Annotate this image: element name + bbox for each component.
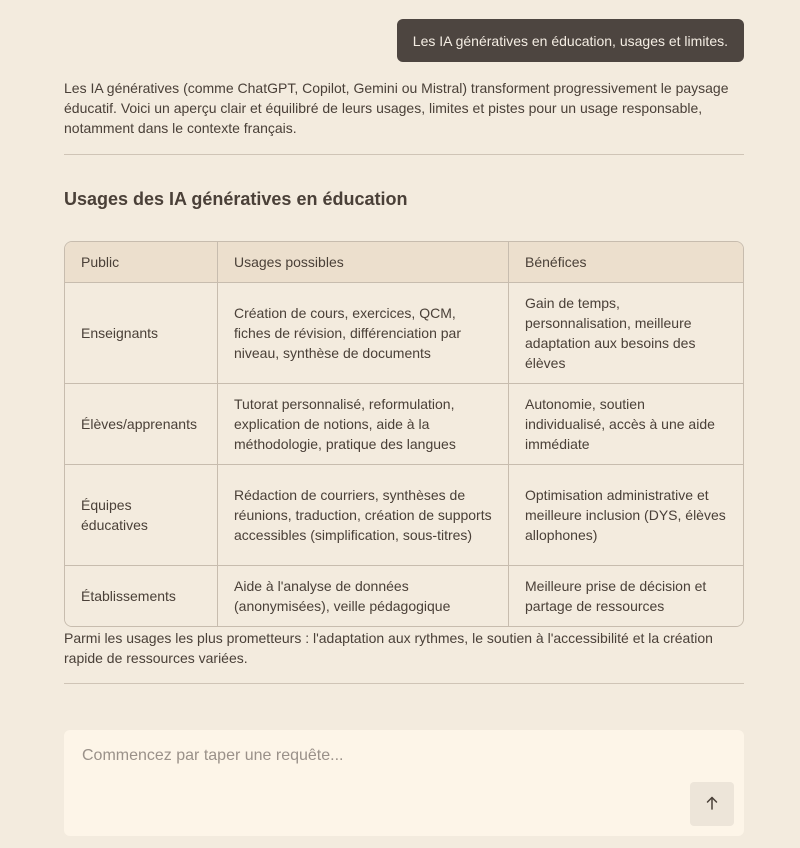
table-cell-benefices: Meilleure prise de décision et partage de ressources xyxy=(509,566,744,627)
table-cell-usages: Création de cours, exercices, QCM, fiches de révision, différenciation par niveau, synthèse de documents xyxy=(218,283,509,384)
table-row xyxy=(65,384,743,465)
user-message: Les IA génératives en éducation, usages et limites. xyxy=(397,19,744,62)
usages-table xyxy=(64,241,744,627)
response-intro: Les IA génératives (comme ChatGPT, Copilot, Gemini ou Mistral) transforment progressivement le paysage éducatif. Voici un aperçu clair et équilibré de leurs usages, limites et pistes pour un usage responsable, notamment dans le contexte français. xyxy=(64,80,729,136)
send-button[interactable] xyxy=(690,782,734,826)
table-header-cell: Bénéfices xyxy=(509,242,744,283)
table-cell-usages: Aide à l'analyse de données (anonymisées), veille pédagogique xyxy=(218,566,509,627)
table-cell-public: Élèves/apprenants xyxy=(65,384,218,465)
table-row xyxy=(65,283,743,384)
table-cell-benefices: Gain de temps, personnalisation, meilleure adaptation aux besoins des élèves xyxy=(509,283,744,384)
table-row xyxy=(65,465,743,566)
table-cell-public: Équipes éducatives xyxy=(65,465,218,566)
composer xyxy=(64,730,744,836)
divider-bottom xyxy=(64,683,744,684)
table-header-row xyxy=(65,242,743,283)
table-cell-benefices: Optimisation administrative et meilleure inclusion (DYS, élèves allophones) xyxy=(509,465,744,566)
table-cell-usages: Rédaction de courriers, synthèses de réunions, traduction, création de supports accessibles (simplification, sous-titres) xyxy=(218,465,509,566)
table-row xyxy=(65,566,743,627)
table-cell-public: Établissements xyxy=(65,566,218,627)
divider-top xyxy=(64,154,744,155)
arrow-up-icon xyxy=(704,795,720,814)
table-cell-benefices: Autonomie, soutien individualisé, accès à une aide immédiate xyxy=(509,384,744,465)
response-outro: Parmi les usages les plus prometteurs : l'adaptation aux rythmes, le soutien à l'accessibilité et la création rapide de ressources variées. xyxy=(64,630,713,666)
table-header-cell: Usages possibles xyxy=(218,242,509,283)
table-cell-public: Enseignants xyxy=(65,283,218,384)
table-header-cell: Public xyxy=(65,242,218,283)
table-cell-usages: Tutorat personnalisé, reformulation, explication de notions, aide à la méthodologie, pratique des langues xyxy=(218,384,509,465)
prompt-input[interactable] xyxy=(82,744,682,784)
section-heading: Usages des IA génératives en éducation xyxy=(64,189,408,209)
